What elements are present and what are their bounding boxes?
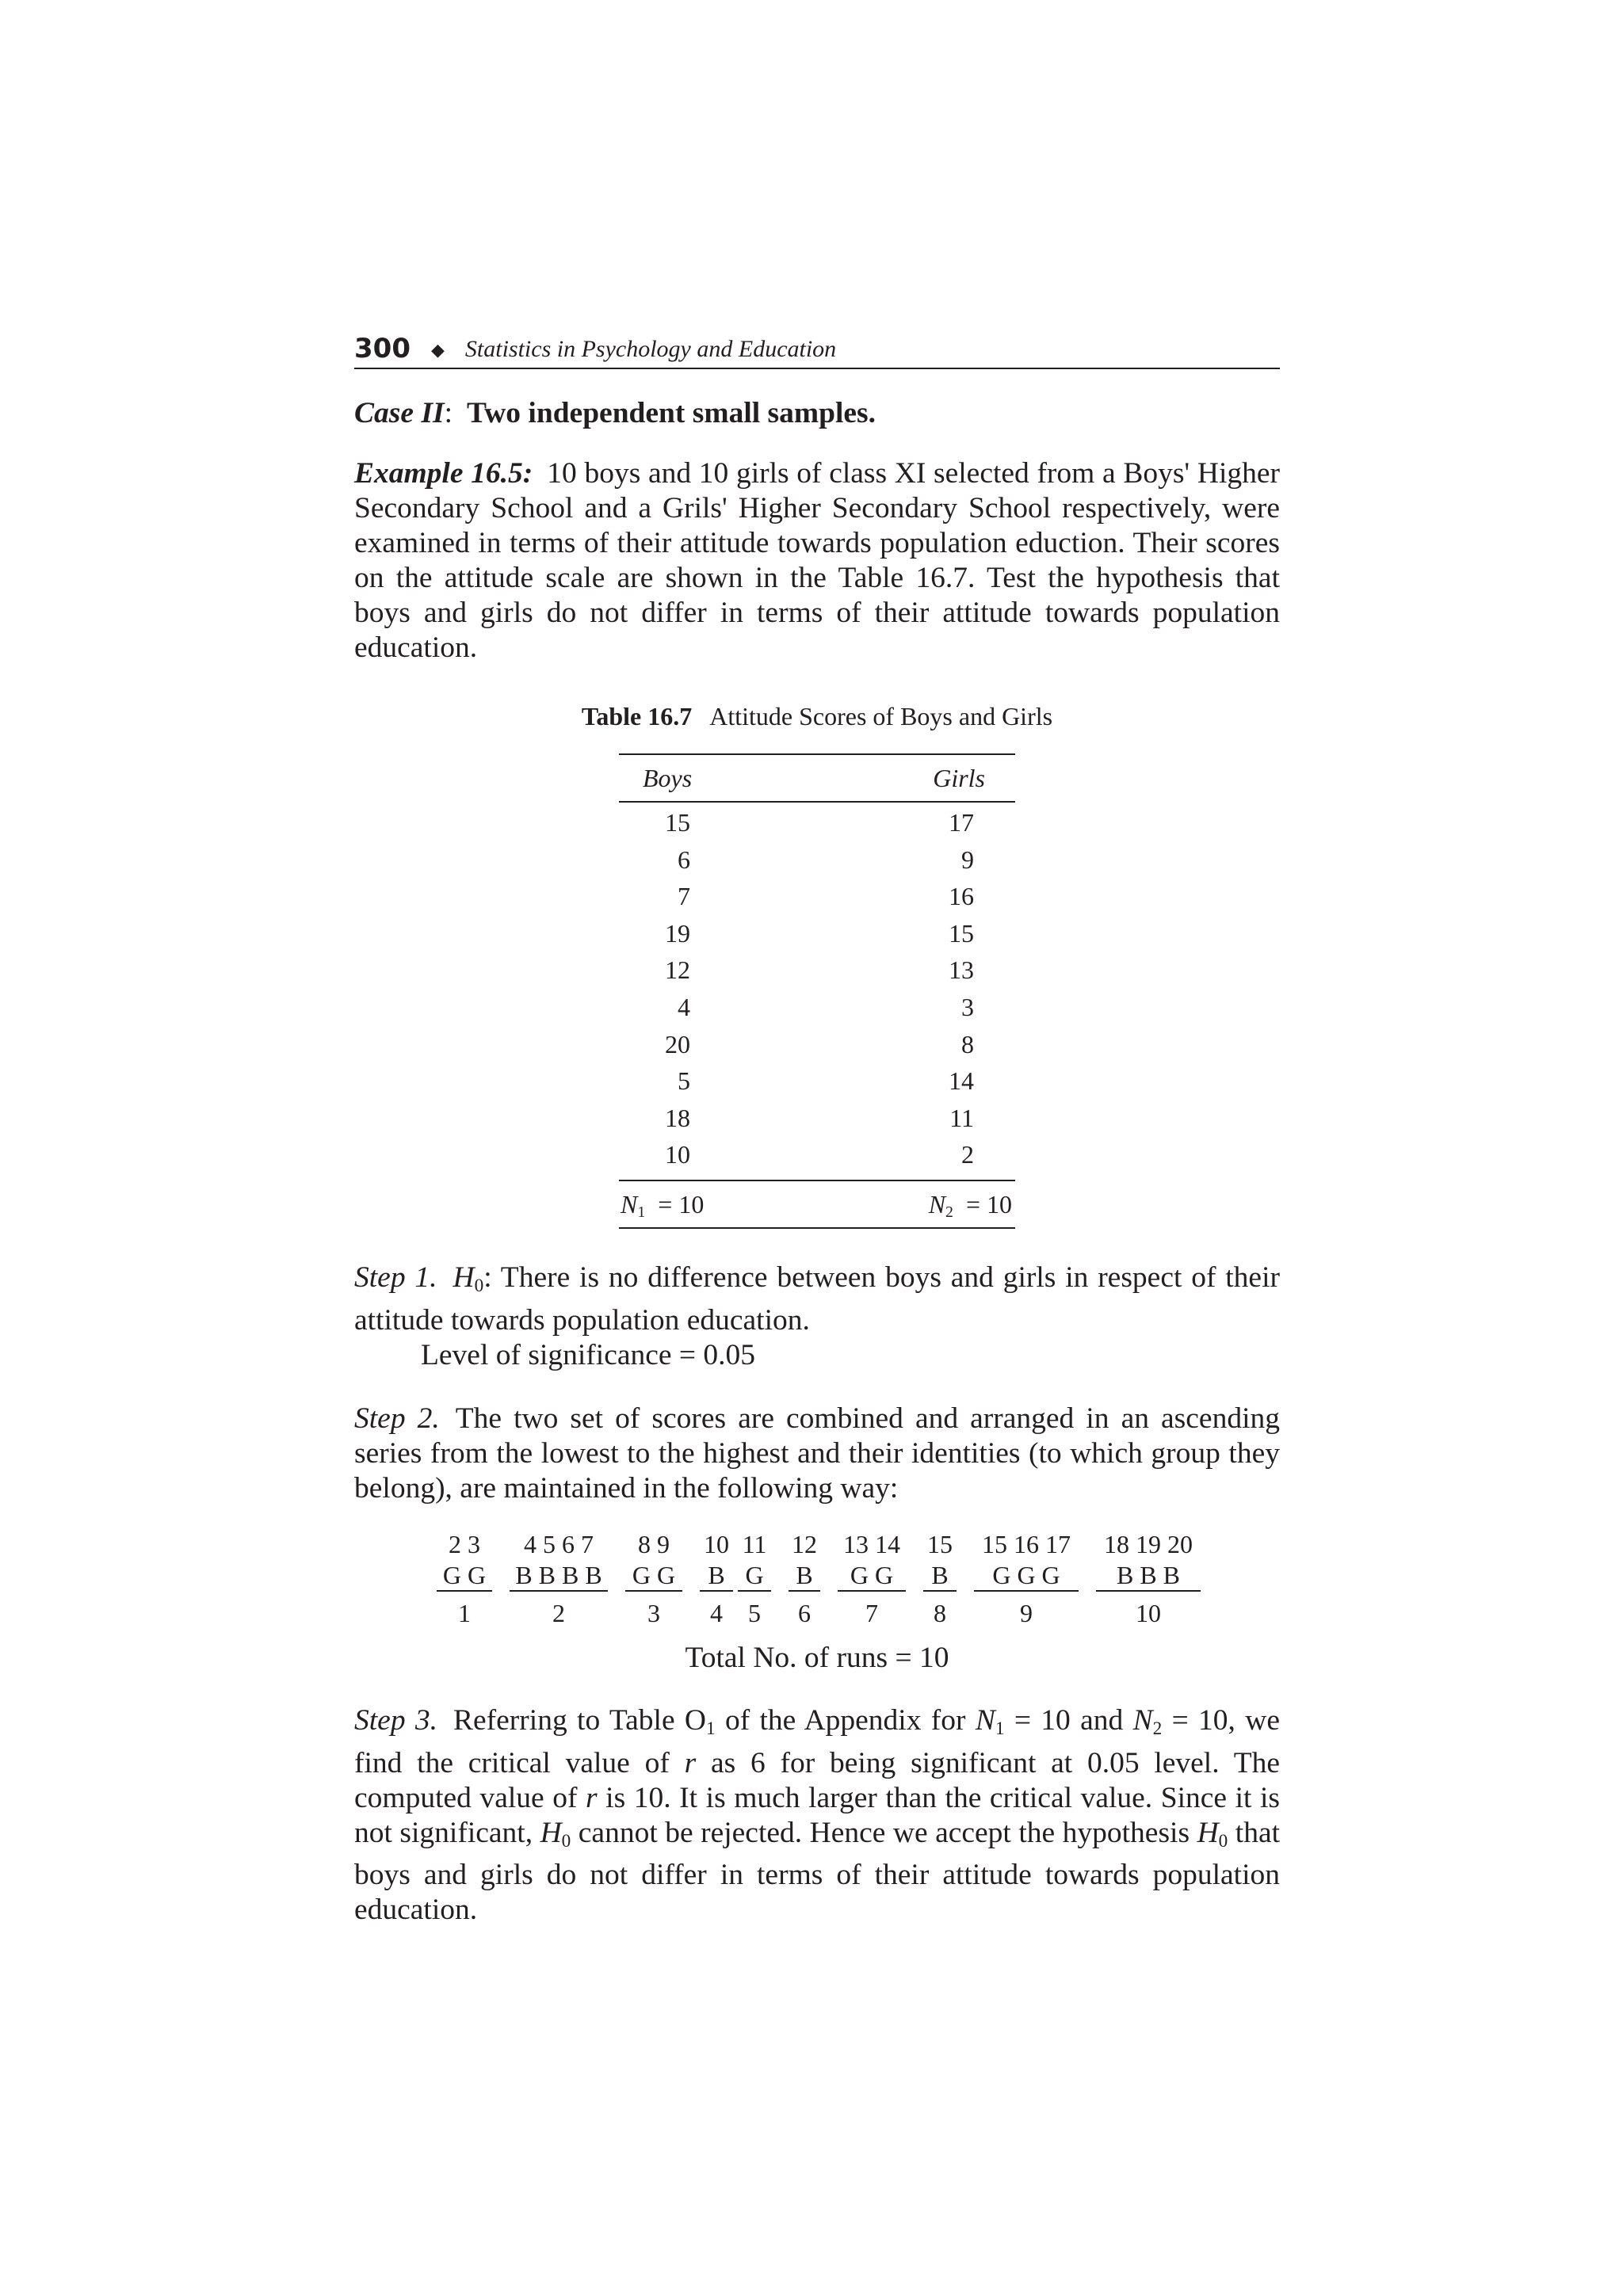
run-number: 3 [647,1598,660,1627]
run-scores: 4 5 6 7 [524,1529,594,1558]
table-row [619,989,1015,1026]
girls-score: 16 [949,882,974,911]
attitude-scores-table [619,753,1015,1229]
table-row [619,841,1015,879]
table-row [619,1026,1015,1063]
run-number: 10 [1136,1598,1161,1627]
run-letters: G [738,1560,771,1592]
step-2-label: Step 2. [354,1402,440,1435]
table-title: Attitude Scores of Boys and Girls [709,702,1053,730]
run-group [700,1528,733,1634]
boys-score: 20 [665,1029,690,1058]
run-letters: B B B B [510,1560,608,1592]
run-number: 6 [798,1598,811,1627]
n1-total: $N_1 = 10$ [621,1189,705,1221]
column-header-boys: Boys [643,764,693,792]
run-scores: 15 16 17 [982,1529,1071,1558]
total-runs: Total No. of runs = 10 [685,1641,949,1674]
run-scores: 12 [792,1529,817,1558]
run-group [789,1528,820,1634]
run-scores: 13 14 [843,1529,900,1558]
boys-score: 7 [678,882,690,911]
h0-symbol: H [453,1261,475,1294]
boys-score: 6 [678,845,690,874]
column-header-girls: Girls [933,764,985,792]
run-group [437,1528,492,1634]
run-number: 4 [710,1598,723,1627]
table-body [619,803,1015,1180]
run-letters: B [789,1560,820,1592]
step-3-paragraph: Step 3. Referring to Table $O_1$ of the Appendix for $N_1 = 10$ and $N_2 = 10$, we find the critical value of r as 6 for being significant at 0.05 level. The computed value of r is 10. It is much larger than the critical value. Since it is not significant, $H_0$ cannot be rejected. Hence we accept the hypothesis $H_0$ that boys and girls do not differ in terms of their attitude towards population education. [354,1703,1281,1927]
step-1-label: Step 1. [354,1261,437,1294]
run-number: 8 [934,1598,946,1627]
page-content [354,323,1280,1928]
girls-score: 14 [949,1066,974,1096]
run-letters: G G [437,1560,492,1592]
boys-score: 19 [665,918,690,948]
table-row [619,915,1015,952]
girls-score: 11 [949,1103,974,1132]
example-paragraph [354,456,1280,666]
step-1-text: : There is no difference between boys and girls in respect of their attitude towards population education. [354,1261,1280,1337]
run-scores: 15 [927,1529,953,1558]
run-number: 7 [865,1598,878,1627]
run-number: 2 [552,1598,565,1627]
step-1-paragraph: Step 1. $H_0$: There is no difference between boys and girls in respect of their attitude towards population education. [354,1261,1280,1337]
run-letters: B [923,1560,957,1592]
case-heading [354,396,1280,431]
run-scores: 2 3 [449,1529,480,1558]
significance-level: Level of significance = 0.05 [421,1338,756,1371]
run-group [974,1528,1079,1634]
run-letters: G G G [974,1560,1079,1592]
n2-total: $N_2 = 10$ [928,1189,1012,1221]
girls-score: 3 [961,992,974,1021]
girls-score: 2 [961,1140,974,1169]
example-text: 10 boys and 10 girls of class XI selected from a Boys' Higher Secondary School and a Grils' Higher Secondary School respectively, were examined in terms of their attitude towards population eduction. Their scores on the attitude scale are shown in the Table 16.7. Test the hypothesis that boys and girls do not differ in terms of their attitude towards population education. [354,457,1280,664]
run-scores: 8 9 [638,1529,670,1558]
run-group [625,1528,682,1634]
table-row [619,804,1015,841]
run-group [838,1528,906,1634]
case-title: Two independent small samples. [466,397,876,429]
step-2-text: The two set of scores are combined and arranged in an ascending series from the lowest to the highest and their identities (to which group they belong), are maintained in the following way: [354,1402,1280,1505]
run-scores: 18 19 20 [1104,1529,1193,1558]
run-group [1096,1528,1201,1634]
boys-score: 15 [665,808,690,837]
running-header [354,323,1280,369]
diamond-icon: ◆ [430,341,445,360]
girls-score: 8 [961,1029,974,1058]
runs-diagram [354,1528,1280,1636]
run-number: 9 [1020,1598,1033,1627]
table-row [619,952,1015,989]
run-letters: B [700,1560,733,1592]
boys-score: 18 [665,1103,690,1132]
run-group [923,1528,957,1634]
run-scores: 10 [704,1529,729,1558]
run-group [738,1528,771,1634]
case-label: Case II [354,397,445,429]
run-number: 1 [458,1598,471,1627]
boys-score: 4 [678,992,690,1021]
table-row [619,1136,1015,1173]
table-row [619,1100,1015,1137]
boys-score: 10 [665,1140,690,1169]
run-number: 5 [748,1598,761,1627]
table-row [619,878,1015,915]
girls-score: 13 [949,955,974,985]
run-letters: G G [838,1560,906,1592]
case-colon: : [444,397,453,429]
boys-score: 12 [665,955,690,985]
girls-score: 17 [949,808,974,837]
table-caption [354,702,1280,731]
run-letters: G G [625,1560,682,1592]
run-letters: B B B [1096,1560,1201,1592]
page-number: 300 [354,333,411,364]
table-total-row [619,1181,1015,1227]
book-title: Statistics in Psychology and Education [464,336,837,362]
step-2-paragraph [354,1402,1280,1506]
run-scores: 11 [742,1529,767,1558]
table-row [619,1062,1015,1100]
step-3-label: Step 3. [354,1703,438,1737]
boys-score: 5 [678,1066,690,1096]
table-header-row [619,755,1015,801]
example-label: Example 16.5: [354,457,533,490]
girls-score: 15 [949,918,974,948]
table-number: Table 16.7 [581,702,693,730]
girls-score: 9 [961,845,974,874]
table-bottom-rule [619,1227,1015,1229]
run-group [510,1528,608,1634]
